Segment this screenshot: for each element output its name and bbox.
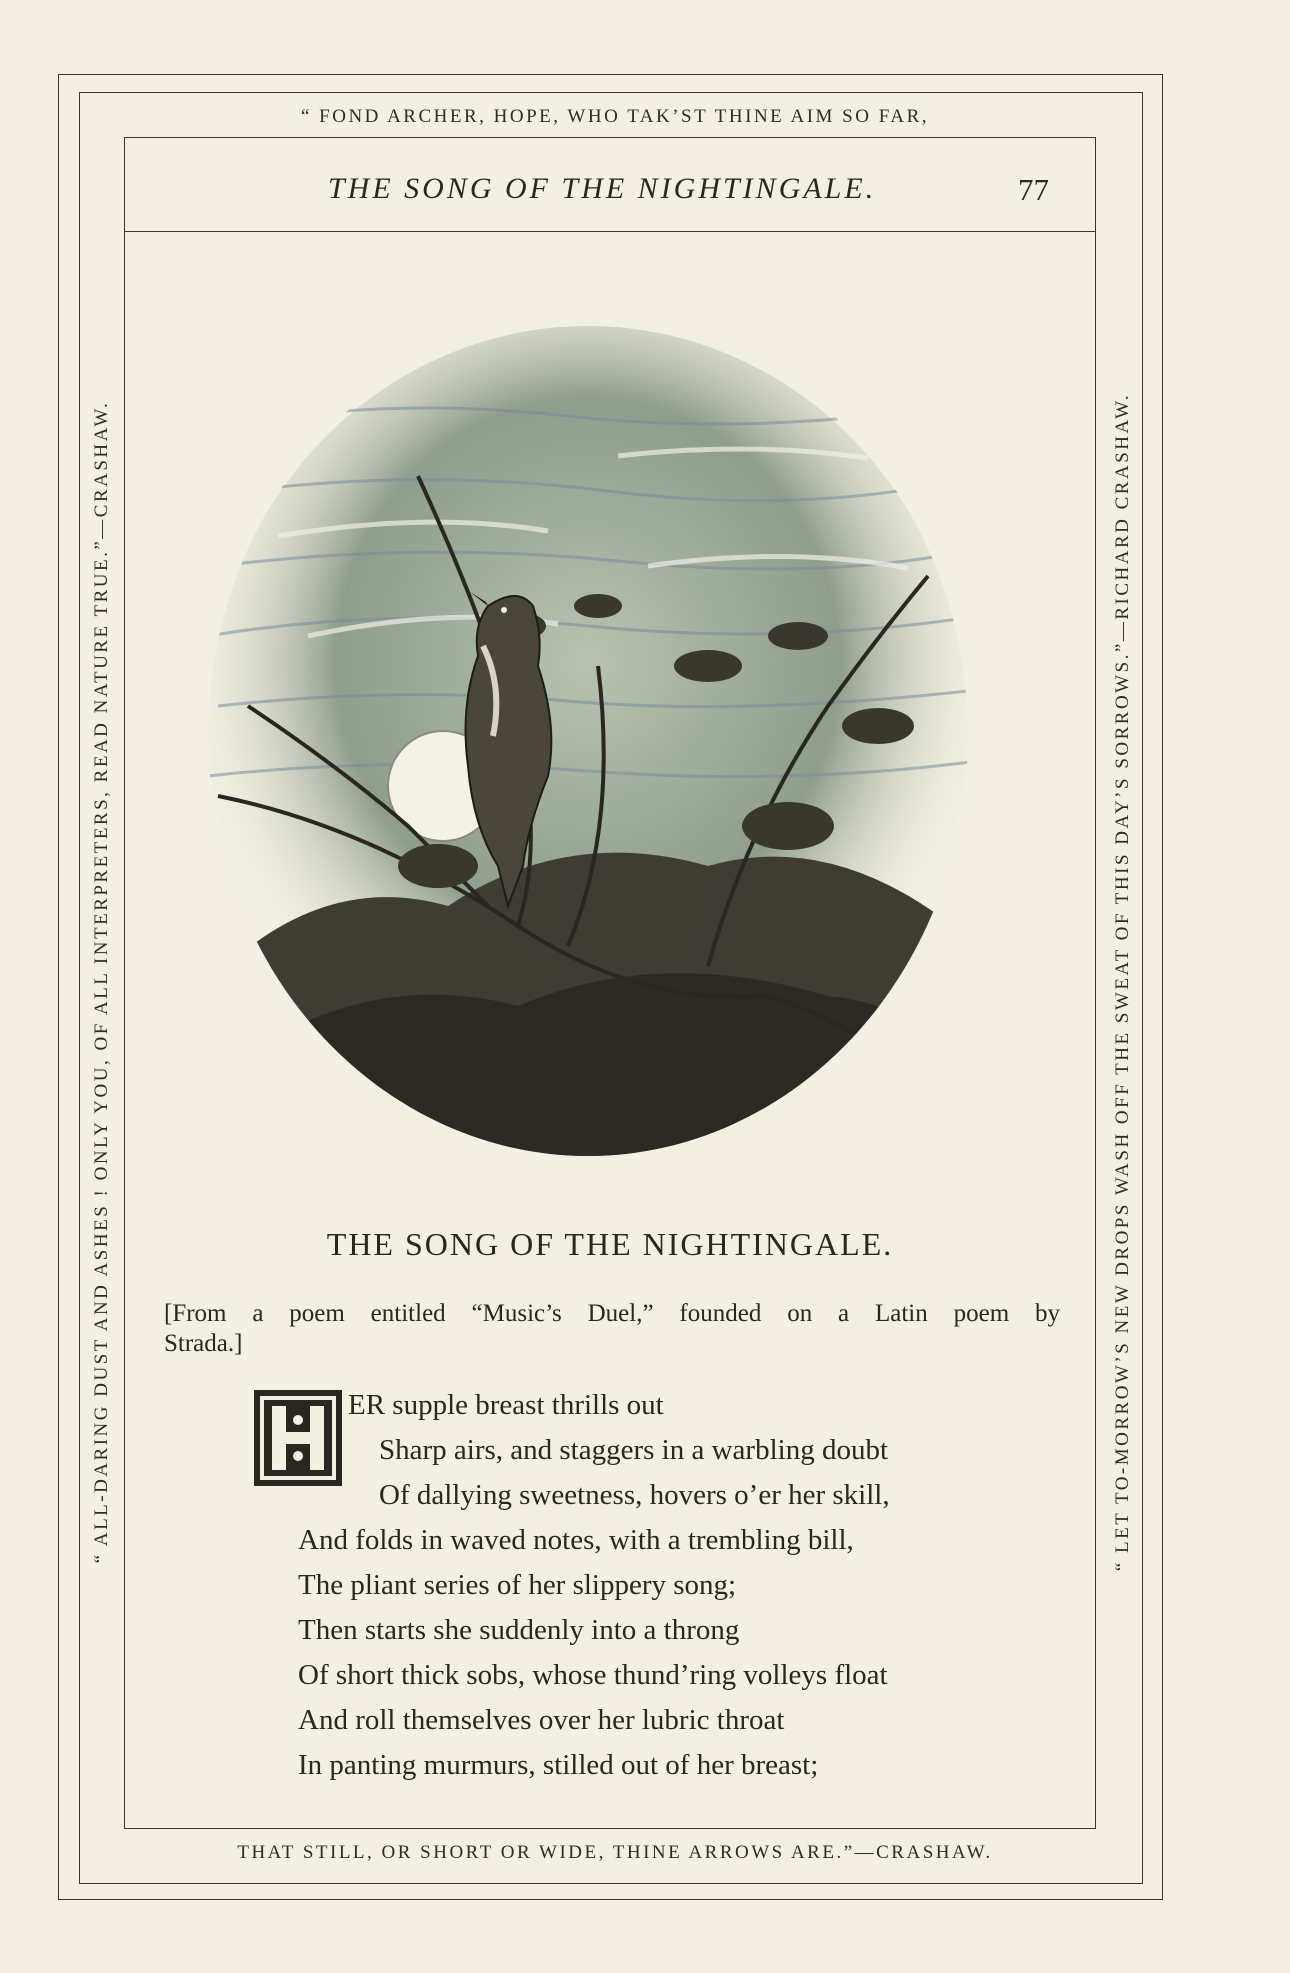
verse-line-5: The pliant series of her slippery song; [298,1569,737,1601]
poem-title: THE SONG OF THE NIGHTINGALE. [326,1226,894,1262]
border-quote-right: “ LET TO-MORROW’S NEW DROPS WASH OFF THE SWEAT OF THIS DAY’S SORROWS.”—RICHARD CRASHAW. [1112,392,1133,1572]
border-quote-top: “ FOND ARCHER, HOPE, WHO TAK’ST THINE AIM SO FAR, [300,106,930,127]
source-note-continued: Strada.] [164,1330,243,1357]
verse-line-3: Of dallying sweetness, hovers o’er her skill, [379,1479,890,1511]
border-quote-bottom: THAT STILL, OR SHORT OR WIDE, THINE ARROWS ARE.”—CRASHAW. [237,1842,993,1863]
drop-cap-h-icon [254,1390,342,1486]
running-title: THE SONG OF THE NIGHTINGALE. [328,172,877,205]
verse-line-8: And roll themselves over her lubric throat [298,1704,785,1736]
page-number: 77 [1018,172,1049,207]
verse-line-7: Of short thick sobs, whose thund’ring volleys float [298,1659,888,1691]
verse-line-6: Then starts she suddenly into a throng [298,1614,740,1646]
border-quote-left: “ ALL-DARING DUST AND ASHES ! ONLY YOU, OF ALL INTERPRETERS, READ NATURE TRUE.”—CRASHAW. [91,400,112,1564]
verse-line-4: And folds in waved notes, with a trembling bill, [298,1524,854,1556]
header-rule [124,231,1096,232]
verse-line-2: Sharp airs, and staggers in a warbling doubt [379,1434,889,1466]
nightingale-engraving-icon [188,306,988,1196]
verse-line-9: In panting murmurs, stilled out of her breast; [298,1749,819,1781]
verse-line-1: ER supple breast thrills out [348,1389,664,1421]
source-note: [From a poem entitled “Music’s Duel,” founded on a Latin poem by [164,1300,1060,1327]
